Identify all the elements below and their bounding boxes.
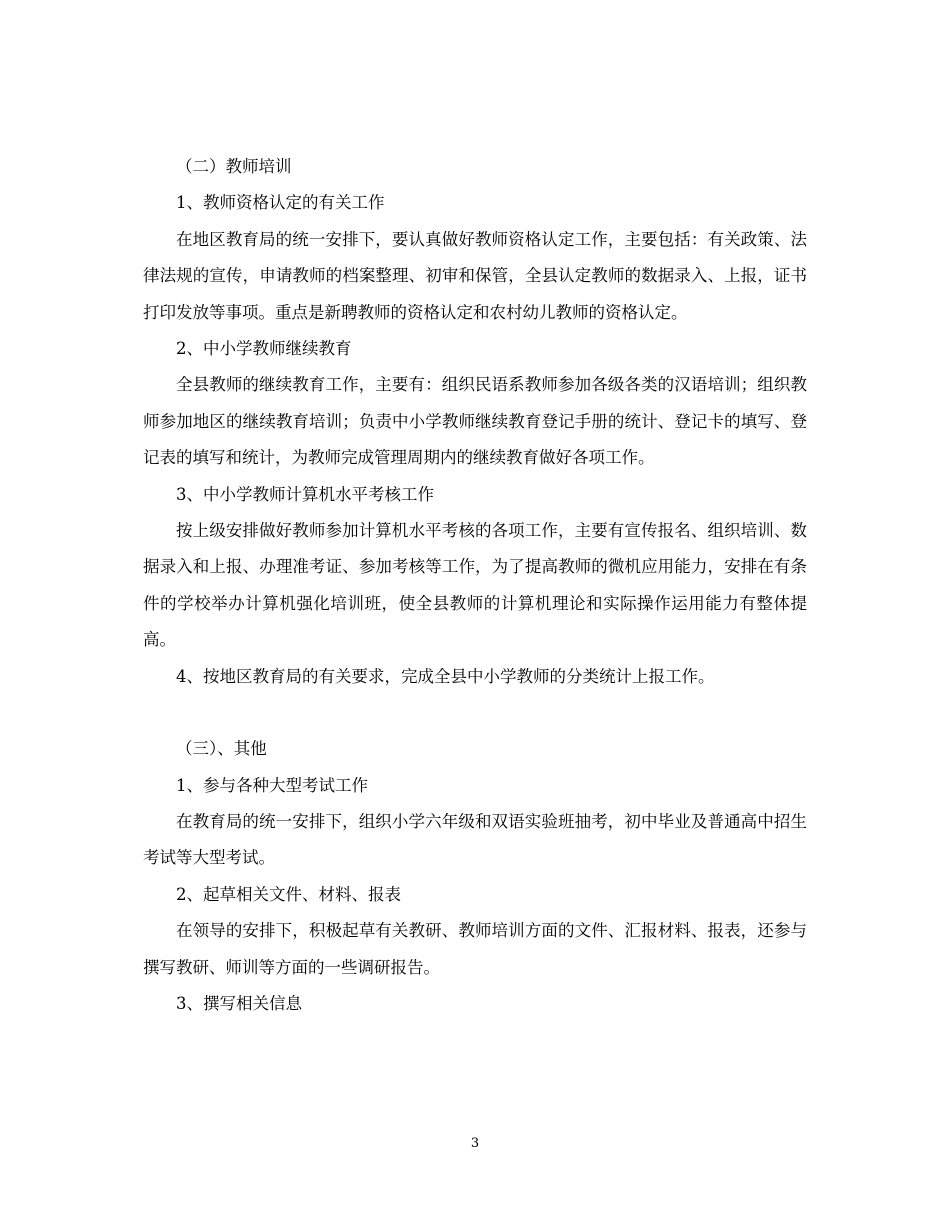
paragraph-computer-assessment: 按上级安排做好教师参加计算机水平考核的各项工作，主要有宣传报名、组织培训、数据录入和上报、办理准考证、参加考核等工作，为了提高教师的微机应用能力，安排在有条件的学校举办计算机强化培训班，使全县教师的计算机理论和实际操作运用能力有整体提高。	[143, 521, 807, 650]
subheading-exams: 1、参与各种大型考试工作	[176, 775, 368, 795]
subheading-qualification: 1、教师资格认定的有关工作	[176, 193, 385, 213]
subheading-information: 3、撰写相关信息	[176, 993, 302, 1013]
paragraph-continuing-education: 全县教师的继续教育工作，主要有：组织民语系教师参加各级各类的汉语培训；组织教师参加地区的继续教育培训；负责中小学教师继续教育登记手册的统计、登记卡的填写、登记表的填写和统计，为教师完成管理周期内的继续教育做好各项工作。	[143, 375, 807, 468]
subheading-computer-assessment: 3、中小学教师计算机水平考核工作	[176, 484, 434, 504]
paragraph-gap	[143, 695, 807, 731]
subheading-continuing-education: 2、中小学教师继续教育	[176, 339, 352, 359]
page-number: 3	[470, 1136, 480, 1151]
document-body	[143, 149, 807, 1022]
paragraph-statistics: 4、按地区教育局的有关要求，完成全县中小学教师的分类统计上报工作。	[176, 666, 715, 686]
section-heading-teacher-training: （二）教师培训	[176, 157, 292, 176]
paragraph-drafting: 在领导的安排下，积极起草有关教研、教师培训方面的文件、汇报材料、报表，还参与撰写教研、师训等方面的一些调研报告。	[143, 921, 807, 977]
paragraph-qualification: 在地区教育局的统一安排下，要认真做好教师资格认定工作，主要包括：有关政策、法律法规的宣传，申请教师的档案整理、初审和保管，全县认定教师的数据录入、上报，证书打印发放等事项。重点是新聘教师的资格认定和农村幼儿教师的资格认定。	[143, 229, 807, 322]
subheading-drafting: 2、起草相关文件、材料、报表	[176, 884, 401, 904]
paragraph-exams: 在教育局的统一安排下，组织小学六年级和双语实验班抽考，初中毕业及普通高中招生考试等大型考试。	[143, 811, 807, 868]
section-heading-other: （三）、其他	[176, 739, 267, 759]
